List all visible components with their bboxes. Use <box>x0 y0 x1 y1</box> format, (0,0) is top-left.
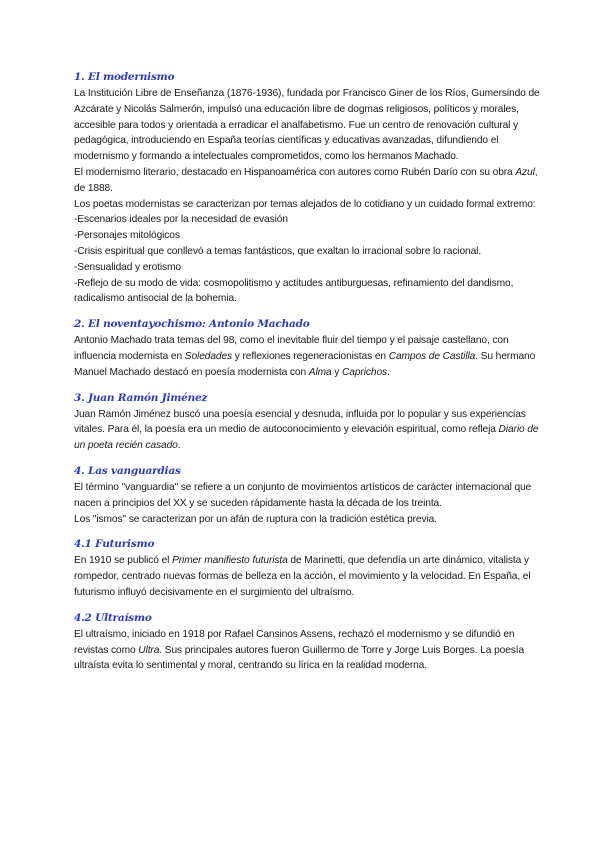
text-run: . <box>177 440 181 452</box>
section-heading: 4. Las vanguardias <box>74 464 181 477</box>
section-2 <box>74 317 550 380</box>
paragraph <box>74 480 550 512</box>
section-heading: 4.2 Ultraísmo <box>74 611 152 624</box>
section-heading: 1. El modernismo <box>74 71 175 83</box>
paragraph <box>74 512 550 528</box>
text-run: En 1910 se publicó el <box>74 555 173 567</box>
text-run: -Sensualidad y erotismo <box>74 261 181 273</box>
italic-title: Caprichos <box>342 366 388 378</box>
document-body <box>74 70 550 674</box>
text-run: . <box>387 366 390 378</box>
section-heading: 3. Juan Ramón Jiménez <box>74 391 208 404</box>
text-run: de Marinetti, que defendía un arte dinámico, vitalista y rompedor, centrado nuevas formas de belleza en la acción, el movimiento y la velocidad. En España, el futurismo influyó decisivamente en el surgimiento del ultraísmo. <box>74 555 531 598</box>
italic-title: Ultra <box>138 644 160 656</box>
section-5 <box>74 537 550 600</box>
text-run: -Reflejo de su modo de vida: cosmopolitismo y actitudes antiburguesas, refinamiento del dandismo, radicalismo antisocial de la bohemia. <box>74 277 514 305</box>
section-1 <box>74 70 550 307</box>
paragraph <box>74 627 550 674</box>
text-run: Los "ismos" se caracterizan por un afán de ruptura con la tradición estética previa. <box>74 513 437 525</box>
text-run: y <box>331 366 343 378</box>
paragraph <box>74 86 550 165</box>
text-run: La Institución Libre de Enseñanza (1876-1936), fundada por Francisco Giner de los Ríos, Gumersindo de Azcárate y Nicolás Salmerón, impulsó una educación libre de dogmas religiosos, políticos y morales, accesible para todos y orientada a erradicar el analfabetismo. Fue un centro de renovación cultural y pedagógica, introduciendo en España teorías científicas y educativas avanzadas, difundiendo el modernismo y formando a intelectuales comprometidos, como los hermanos Machado. <box>74 88 540 163</box>
text-run: El modernismo literario, destacado en Hispanoamérica con autores como Rubén Darío con su obra <box>74 166 516 178</box>
section-3 <box>74 391 550 454</box>
text-run: . Sus principales autores fueron Guillermo de Torre y Jorge Luis Borges. La poesía ultraísta evita lo sentimental y moral, centrando su lírica en la realidad moderna. <box>74 644 525 672</box>
paragraph <box>74 228 550 244</box>
section-heading: 2. El noventayochismo: Antonio Machado <box>74 318 310 331</box>
text-run: El ultraísmo, iniciado en 1918 por Rafael Cansinos Assens, rechazó el modernismo y se difundió en revistas como <box>74 628 515 656</box>
italic-title: Alma <box>308 366 332 378</box>
text-run: Juan Ramón Jiménez buscó una poesía esencial y desnuda, influida por lo popular y sus experiencias vitales. Para él, la poesía era un medio de autoconocimiento y elevación espiritual, como refleja <box>74 408 526 436</box>
section-6 <box>74 611 550 674</box>
italic-title: Diario de un poeta recién casado <box>74 424 539 452</box>
paragraph <box>74 333 550 380</box>
paragraph <box>74 244 550 260</box>
italic-title: Azul <box>515 166 535 178</box>
paragraph <box>74 260 550 276</box>
text-run: Antonio Machado trata temas del 98, como el inevitable fluir del tiempo y el paisaje castellano, con influencia modernista en <box>74 335 509 362</box>
text-run: , de 1888. <box>74 166 538 194</box>
text-run: y reflexiones regeneracionistas en <box>232 350 389 362</box>
text-run: -Crisis espiritual que conllevó a temas fantásticos, que exaltan lo irracional sobre lo racional. <box>74 245 482 257</box>
italic-title: Campos de Castilla <box>388 350 476 362</box>
italic-title: Primer manifiesto futurista <box>172 555 288 567</box>
italic-title: Soledades <box>184 350 233 362</box>
paragraph <box>74 197 550 213</box>
text-run: . Su hermano Manuel Machado destacó en poesía modernista con <box>74 350 536 378</box>
paragraph <box>74 276 550 308</box>
paragraph <box>74 212 550 228</box>
paragraph <box>74 553 550 600</box>
text-run: -Personajes mitológicos <box>74 230 180 242</box>
paragraph <box>74 165 550 197</box>
paragraph <box>74 407 550 454</box>
section-4 <box>74 464 550 527</box>
section-heading: 4.1 Futurismo <box>74 538 155 551</box>
text-run: Los poetas modernistas se caracterizan por temas alejados de lo cotidiano y un cuidado formal extremo: <box>74 198 536 210</box>
text-run: -Escenarios ideales por la necesidad de evasión <box>74 214 288 226</box>
text-run: El término "vanguardia" se refiere a un conjunto de movimientos artísticos de carácter internacional que nacen a principios del XX y se suceden rápidamente hasta la década de los treinta. <box>74 481 532 509</box>
